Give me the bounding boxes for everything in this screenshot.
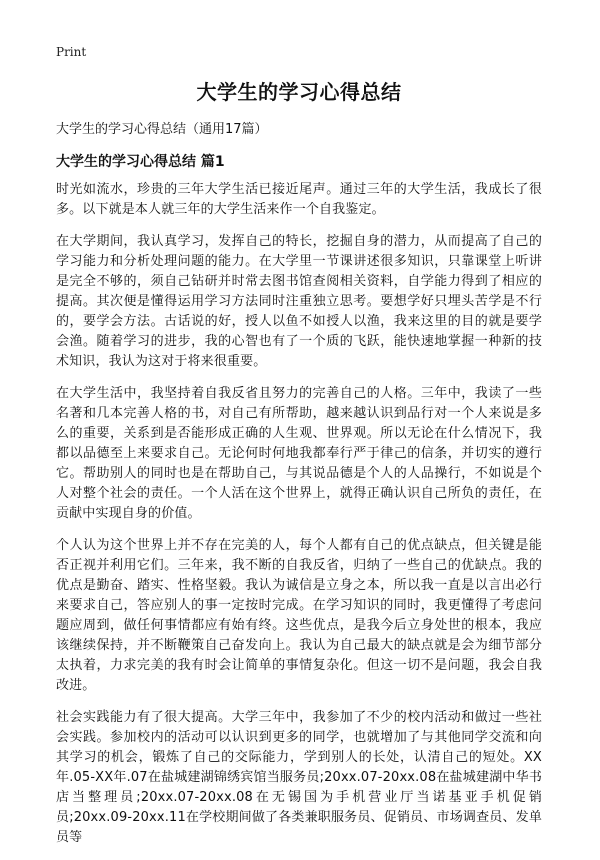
paragraph-5: 社会实践能力有了很大提高。大学三年中，我参加了不少的校内活动和做过一些社会实践。参加校内的活动可以认识到更多的同学，也就增加了与其他同学交流和向其学习的机会，锻炼了自己的交际能力，学到别人的长处，认清自己的短处。XX年.05-XX年.07在盐城建湖锦绣宾馆当服务员;20xx.07-20xx.08在盐城建湖中华书店当整理员;20xx.07-20xx.08在无锡国为手机营业厅当诺基亚手机促销员;20xx.09-20xx.11在学校期间做了各类兼职服务员、促销员、市场调查员、发单员等: [56, 710, 542, 845]
print-link[interactable]: Print: [56, 45, 87, 59]
document-title: 大学生的学习心得总结: [196, 80, 402, 104]
paragraph-1: 时光如流水，珍贵的三年大学生活已接近尾声。通过三年的大学生活，我成长了很多。以下就是本人就三年的大学生活来作一个自我鉴定。: [56, 182, 542, 217]
document-subtitle: 大学生的学习心得总结（通用17篇）: [56, 122, 268, 137]
paragraph-4: 个人认为这个世界上并不存在完美的人，每个人都有自己的优点缺点，但关键是能否正视并利用它们。三年来，我不断的自我反省，归纳了一些自己的优缺点。我的优点是勤奋、踏实、性格坚毅。我认为诚信是立身之本，所以我一直是以言出必行来要求自己，答应别人的事一定按时完成。在学习知识的同时，我更懂得了考虑问题应周到，做任何事情都应有始有终。这些优点，是我今后立身处世的根本，我应该继续保持，并不断鞭策自己奋发向上。我认为自己最大的缺点就是会为细节部分太执着，力求完美的我有时会让简单的事情复杂化。但这一切不是问题，我会自我改进。: [56, 538, 542, 693]
paragraph-2: 在大学期间，我认真学习，发挥自己的特长，挖掘自身的潜力，从而提高了自己的学习能力和分析处理问题的能力。在大学里一节课讲述很多知识，只靠课堂上听讲是完全不够的，须自己钻研并时常去图书馆查阅相关资料，自学能力得到了相应的提高。其次便是懂得运用学习方法同时注重独立思考。要想学好只埋头苦学是不行的，要学会方法。古话说的好，授人以鱼不如授人以渔，我来这里的目的就是要学会渔。随着学习的进步，我的心智也有了一个质的飞跃，能快速地掌握一种新的技术知识，我认为这对于将来很重要。: [56, 234, 542, 369]
document-body: [56, 180, 542, 860]
section-heading: 大学生的学习心得总结 篇1: [56, 154, 225, 170]
paragraph-3: 在大学生活中，我坚持着自我反省且努力的完善自己的人格。三年中，我读了一些名著和几本完善人格的书，对自己有所帮助，越来越认识到品行对一个人来说是多么的重要，关系到是否能形成正确的人生观、世界观。所以无论在什么情况下，我都以品德至上来要求自己。无论何时何地我都奉行严于律己的信条，并切实的遵行它。帮助别人的同时也是在帮助自己，与其说品德是个人的人品操行，不如说是个人对整个社会的责任。一个人活在这个世界上，就得正确认识自己所负的责任，在贡献中实现自身的价值。: [56, 386, 542, 521]
